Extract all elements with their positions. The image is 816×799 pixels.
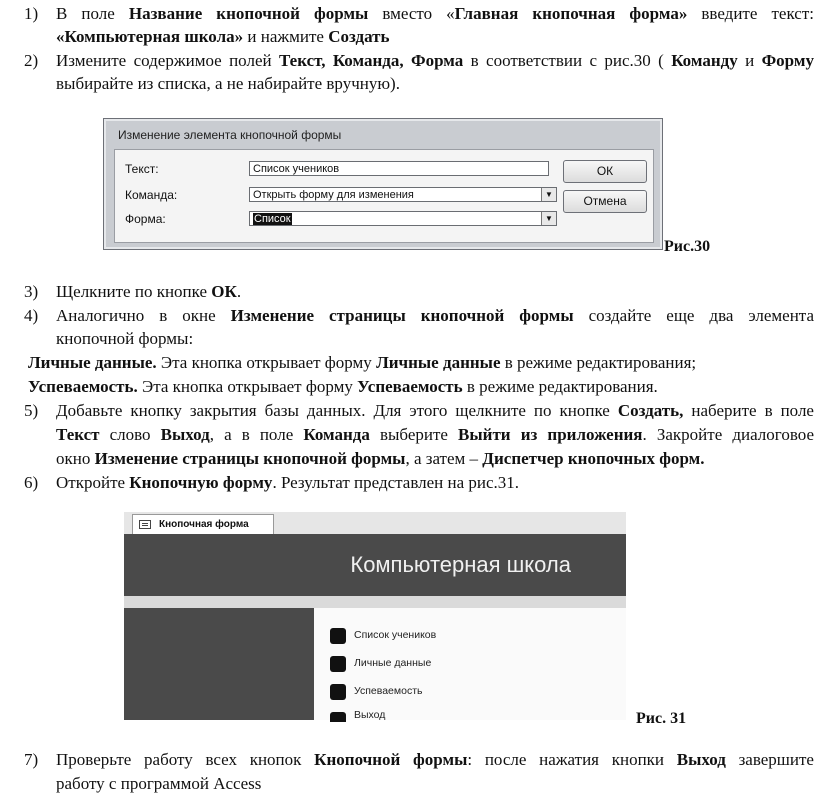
switchboard-button[interactable]: Успеваемость (330, 682, 620, 702)
left-panel (124, 608, 314, 720)
square-button-icon[interactable] (330, 628, 346, 644)
square-button-icon[interactable] (330, 684, 346, 700)
command-select[interactable]: Открыть форму для изменения ▼ (249, 187, 557, 202)
button-panel (314, 608, 626, 720)
switchboard-form (124, 512, 626, 720)
form-icon (139, 520, 151, 529)
step-number: 3) (24, 282, 39, 301)
switchboard-button[interactable]: Выход (330, 710, 620, 720)
form-label: Форма: (125, 212, 166, 226)
step-number: 1) (24, 4, 39, 23)
command-label: Команда: (125, 188, 178, 202)
dialog-title: Изменение элемента кнопочной формы (118, 128, 342, 142)
step-number: 2) (24, 51, 39, 70)
figure-30-caption: Рис.30 (664, 238, 711, 255)
figure-31-caption: Рис. 31 (636, 710, 687, 727)
edit-switchboard-item-dialog (103, 118, 663, 250)
step-number: 4) (24, 306, 39, 325)
chevron-down-icon[interactable]: ▼ (541, 188, 556, 201)
chevron-down-icon[interactable]: ▼ (541, 212, 556, 225)
header-strip (124, 596, 626, 608)
step-number: 5) (24, 401, 39, 420)
switchboard-button[interactable]: Список учеников (330, 626, 620, 646)
step-text: В поле Название кнопочной формы вместо «Главная кнопочная форма» введите текст: (56, 4, 814, 23)
switchboard-button[interactable]: Личные данные (330, 654, 620, 674)
ok-button[interactable]: ОК (563, 160, 647, 183)
form-select[interactable]: Список ▼ (249, 211, 557, 226)
text-label: Текст: (125, 162, 159, 176)
square-button-icon[interactable] (330, 712, 346, 722)
cancel-button[interactable]: Отмена (563, 190, 647, 213)
form-header (124, 534, 626, 596)
step-number: 7) (24, 750, 39, 769)
dialog-body (114, 149, 654, 243)
step-number: 6) (24, 473, 39, 492)
tab-bar (124, 512, 626, 534)
tab-switchboard[interactable]: Кнопочная форма (132, 514, 274, 535)
square-button-icon[interactable] (330, 656, 346, 672)
text-input[interactable]: Список учеников (249, 161, 549, 176)
form-title: Компьютерная школа (350, 552, 571, 577)
